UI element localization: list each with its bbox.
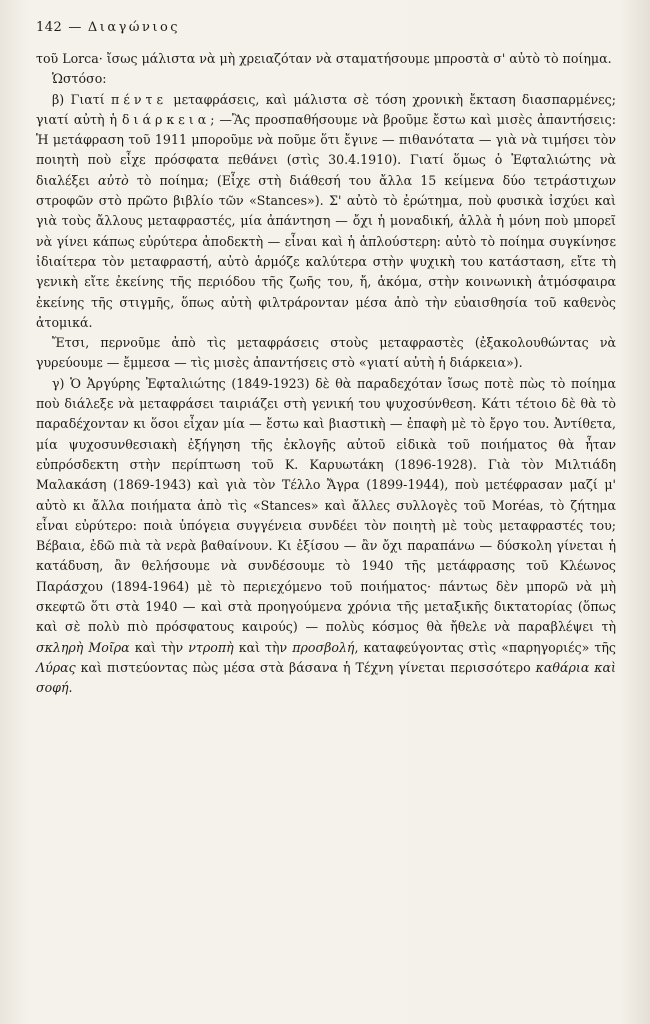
para-b-spaced-five: πέντε	[111, 91, 167, 107]
running-header	[36, 20, 616, 35]
para-c-italic-pure-wise: καθάρια καὶ σοφή	[36, 659, 616, 696]
header-separator: —	[68, 20, 82, 35]
running-title: Διαγώνιος	[87, 20, 181, 35]
para-b-seg-g: τὸ ποίημα; (Εἶχε στὴ διάθεσή του ἄλλα 15 κείμενα δύο τετράστιχων στροφῶν στὸ πρῶτο βιβλίο τῶν «Stances»). Σ' αὐτὸ τὸ ἐρώτημα, ποὺ φυσικὰ ἰσχύει καὶ γιὰ τοὺς ἄλλους μεταφραστές, μία ἀπάντηση — ὄχι ἡ μοναδική, ἀλλὰ ἡ μόνη ποὺ μπορεῖ νὰ γίνει κάπως εὐρύτερα ἀποδεκτὴ — εἶναι καὶ ἡ ἁπλούστερη: αὐτὸ τὸ ποίημα συγκίνησε ἰδιαίτερα τὸν μεταφραστή, αὐτὸ ἁρμόζε καλύτερα στὴν ψυχικὴ του κατάσταση, εἴτε τὴ γενικὴ εἴτε ἐκείνης τῆς περιόδου τῆς ζωῆς του, ἤ, ἀκόμα, στὴν κοινωνικὴ ἀτμόσφαιρα ἐκείνης τῆς στιγμῆς, ὅπως αὐτὴ φιλτράρονταν μέσα ἀπὸ τὴν εὐαισθησία τοῦ καθενὸς ἀτομικά.	[36, 172, 617, 330]
para-b-seg-e: ; —Ἂς προσπαθήσουμε νὰ βροῦμε ἔστω καὶ μισὲς ἀπαντήσεις: Ἡ μετάφραση τοῦ 1911 μποροῦμε νὰ ποῦμε ὅτι ἔγινε — πιθανότατα — γιὰ νὰ τιμήσει τὸν ποιητὴ ποὺ εἶχε πρόσφατα πεθάνει (στὶς 30.4.1910). Γιατί ὅμως ὁ Ἐφταλιώτης νὰ διαλέξει	[36, 111, 616, 188]
para-c-italic-shame: ντροπὴ	[188, 639, 234, 655]
para-c-seg-g: , καταφεύγοντας στὶς «παρηγοριές» τῆς	[354, 639, 616, 655]
para-b-seg-a: β) Γιατί	[52, 91, 112, 107]
paragraph-b	[36, 90, 616, 334]
para-c-seg-i: καὶ πιστεύοντας πὼς μέσα στὰ βάσανα ἡ Τέχνη γίνεται περισσότερο	[75, 659, 536, 675]
para-c-seg-k: .	[68, 680, 73, 696]
paragraph-continuation: τοῦ Lorca· ἴσως μάλιστα νὰ μὴ χρειαζόταν νὰ σταματήσουμε μπροστὰ σ' αὐτὸ τὸ ποίημα.	[36, 51, 612, 66]
para-c-italic-lyre: Λύρας	[36, 659, 76, 675]
para-c-seg-a: γ) Ὁ Ἀργύρης Ἐφταλιώτης (1849-1923) δὲ θὰ παραδεχόταν ἴσως ποτὲ πὼς τὸ ποίημα ποὺ διάλεξε νὰ μεταφράσει ταιριάζει στὴ γενική του ψυχοσύνθεση. Κάτι τέτοιο δὲ θὰ τὸ παραδέχονταν κι ὅσοι εἶχαν μία — ἔστω καὶ βιαστικὴ — ἐπαφὴ μὲ τὸ ἔργο του. Ἀντίθετα, μία ψυχοσυνθεσιακὴ ἐξήγηση τῆς ἐκλογῆς αὐτοῦ εἰδικὰ τοῦ ποιήματος θὰ ἦταν εὐπρόσδεκτη στὴν περίπτωση τοῦ Κ. Καρυωτάκη (1896-1928). Γιὰ τὸν Μιλτιάδη Μαλακάση (1869-1943) καὶ γιὰ τὸν Τέλλο Ἄγρα (1899-1944), ποὺ μετέφρασαν μαζί μ' αὐτὸ κι ἄλλα ποιήματα ἀπὸ τὶς «Stances» καὶ ἄλλες συλλογὲς τοῦ Moréas, τὸ ζήτημα εἶναι εὐρύτερο: ποιὰ ὑπόγεια συγγένεια συνδέει τὸν ποιητὴ μὲ τοὺς μεταφραστές του; Βέβαια, ἐδῶ πιὰ τὰ νερὰ βαθαίνουν. Κι ἐξίσου — ἂν ὄχι παραπάνω — δύσκολη γίνεται ἡ κατάδυση, ἂν θελήσουμε νὰ συνδέσουμε τὸ 1940 τῆς μετάφρασης τοῦ Κλέωνος Παράσχου (1894-1964) μὲ τὸ περιεχόμενο τοῦ ποιήματος· πάντως δὲν μπορῶ νὰ μὴ σκεφτῶ ὅτι στὰ 1940 — καὶ στὰ προηγούμενα χρόνια τῆς μεταξικῆς δικτατορίας (ὅπως καὶ σὲ πολὺ πιὸ πρόσφατους καιρούς) — πολὺς κόσμος θὰ ἤθελε νὰ παραβλέψει τὴ	[36, 375, 616, 635]
para-c-italic-fate: σκληρὴ Μοῖρα	[36, 639, 130, 655]
para-b-seg-c: μεταφράσεις, καὶ μάλιστα σὲ τόση χρονικὴ ἔκταση διασπαρμένες; γιατί αὐτὴ ἡ	[36, 91, 616, 127]
paragraph-c	[36, 374, 616, 699]
para-c-seg-c: καὶ τὴν	[129, 639, 189, 655]
para-c-seg-e: καὶ τὴν	[233, 639, 293, 655]
paragraph-however: Ὡστόσο:	[52, 71, 107, 87]
para-b-italic-this: αὐτὸ	[98, 172, 129, 188]
para-b-spaced-duration: διάρκεια	[121, 111, 211, 127]
paragraph-thus: Ἔτσι, περνοῦμε ἀπὸ τὶς μεταφράσεις στοὺς μεταφραστὲς (ἐξακολουθώντας νὰ γυρεύουμε — ἔμμεσα — τὶς μισὲς ἀπαντήσεις στὸ «γιατί αὐτὴ ἡ διάρκεια»).	[36, 335, 616, 371]
para-c-italic-insult: προσβολή	[292, 639, 355, 655]
body-text	[36, 49, 616, 699]
page-number: 142	[36, 20, 63, 35]
